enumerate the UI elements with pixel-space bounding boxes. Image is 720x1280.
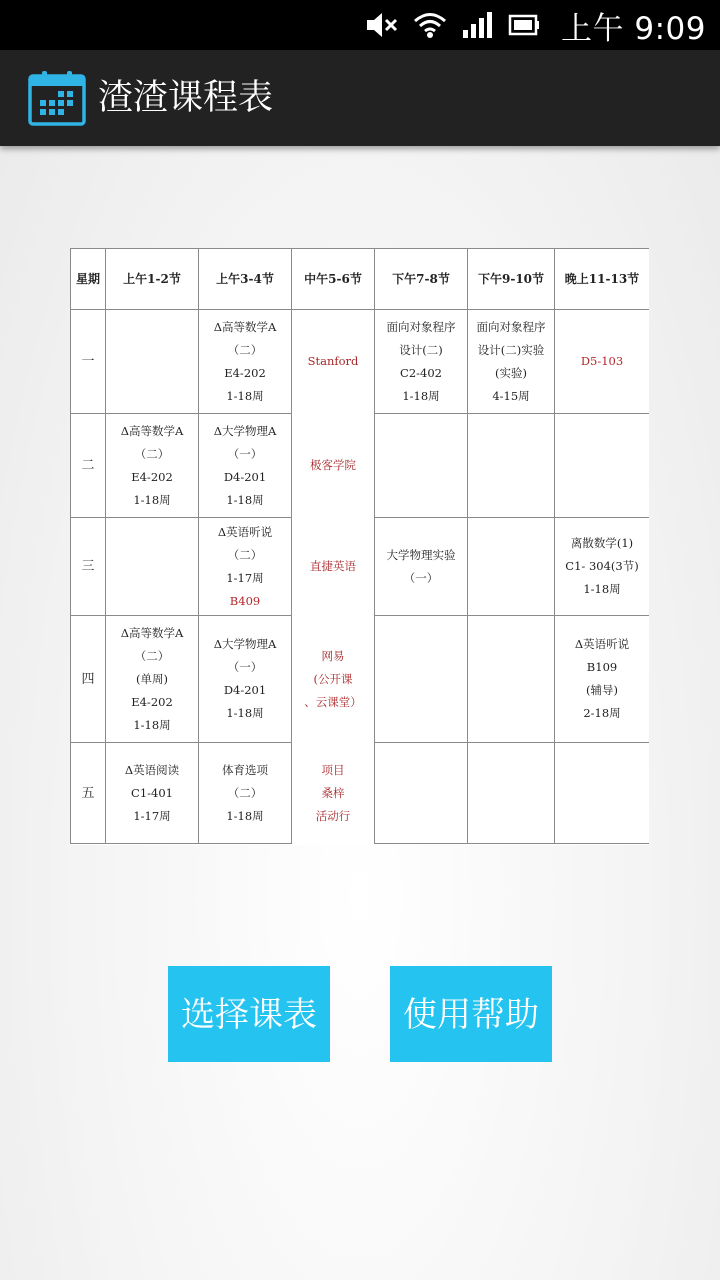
cell-line: 1-18周 — [133, 492, 171, 507]
cell-line: E4-202 — [224, 365, 266, 380]
cell-line: （一） — [227, 660, 263, 674]
cell-line: (实验) — [495, 365, 527, 380]
schedule-cell — [106, 743, 199, 844]
schedule-cell — [292, 616, 375, 743]
schedule-cell — [199, 616, 292, 743]
cell-line: （二） — [134, 648, 170, 663]
header-cell: 晚上11-13节 — [555, 249, 650, 310]
cell-line: 直捷英语 — [310, 559, 356, 573]
cell-line: Δ大学物理A — [213, 637, 277, 651]
schedule-cell — [555, 616, 650, 743]
schedule-cell — [468, 414, 555, 518]
header-cell: 下午7-8节 — [375, 249, 468, 310]
schedule-cell — [292, 414, 375, 518]
schedule-cell — [468, 616, 555, 743]
cell-line: 设计(二) — [399, 342, 443, 357]
table-row — [71, 518, 650, 616]
wifi-icon — [413, 10, 447, 40]
cell-line: 网易 — [321, 648, 345, 663]
status-time: 上午 9:09 — [561, 10, 706, 47]
table-row — [71, 414, 650, 518]
cell-line: 1-18周 — [226, 388, 264, 403]
cell-line: B409 — [229, 593, 261, 608]
cell-line: 极客学院 — [310, 458, 356, 472]
cell-line: Δ英语听说 — [574, 637, 630, 651]
schedule-cell — [468, 743, 555, 844]
schedule-cell — [555, 414, 650, 518]
table-row — [71, 743, 650, 844]
schedule-cell — [375, 414, 468, 518]
cell-line: 2-18周 — [583, 706, 621, 720]
schedule-cell — [106, 616, 199, 743]
cell-line: 1-18周 — [226, 706, 264, 720]
schedule-cell — [199, 743, 292, 844]
calendar-icon[interactable] — [28, 70, 86, 126]
schedule-cell — [375, 310, 468, 414]
schedule-cell — [199, 518, 292, 616]
cell-line: Δ高等数学A — [120, 423, 184, 438]
cell-line: 1-18周 — [402, 388, 440, 403]
cell-line: C2-402 — [400, 365, 442, 380]
help-button[interactable]: 使用帮助 — [390, 966, 552, 1062]
cell-line: B109 — [586, 660, 618, 674]
schedule-cell — [555, 518, 650, 616]
cell-line: E4-202 — [131, 469, 173, 484]
cell-line: （一） — [227, 446, 263, 461]
cell-line: 离散数学(1) — [570, 536, 634, 550]
cell-line: 4-15周 — [492, 388, 530, 403]
select-schedule-button[interactable]: 选择课表 — [168, 966, 330, 1062]
cell-line: (辅导) — [586, 683, 618, 697]
cell-line: 桑梓 — [321, 785, 345, 800]
cell-line: 项目 — [321, 762, 345, 777]
cell-line: D4-201 — [223, 469, 267, 484]
schedule-cell — [292, 743, 375, 844]
cell-line: Δ高等数学A — [120, 625, 184, 640]
app-title: 渣渣课程表 — [98, 78, 274, 118]
schedule-table — [70, 248, 649, 844]
cell-line: 1-18周 — [226, 492, 264, 507]
cell-line: 1-18周 — [133, 717, 171, 732]
table-row — [71, 616, 650, 743]
day-cell: 四 — [71, 616, 106, 743]
schedule-cell — [375, 518, 468, 616]
cell-line: 1-17周 — [226, 570, 264, 585]
schedule-cell — [555, 743, 650, 844]
schedule-cell — [555, 310, 650, 414]
cell-line: （二） — [227, 547, 263, 562]
cell-line: Δ高等数学A — [213, 319, 277, 334]
cell-line: (公开课 — [313, 671, 353, 686]
schedule-cell — [468, 310, 555, 414]
header-cell: 中午5-6节 — [292, 249, 375, 310]
cell-line: 1-18周 — [226, 808, 264, 823]
cell-line: Δ英语听说 — [217, 524, 273, 539]
cell-line: Stanford — [307, 354, 359, 369]
action-bar — [0, 50, 720, 146]
cell-line: D5-103 — [580, 354, 624, 368]
battery-icon — [507, 10, 541, 40]
day-cell: 二 — [71, 414, 106, 518]
mute-icon — [365, 10, 399, 40]
day-cell: 三 — [71, 518, 106, 616]
status-bar — [0, 0, 720, 50]
cell-line: 面向对象程序 — [476, 319, 546, 334]
cell-line: C1- 304(3节) — [565, 559, 639, 573]
schedule-cell — [468, 518, 555, 616]
cell-line: Δ大学物理A — [213, 423, 277, 438]
header-cell: 上午1-2节 — [106, 249, 199, 310]
schedule-cell — [106, 414, 199, 518]
cell-line: （二） — [134, 446, 170, 461]
cell-line: Δ英语阅读 — [124, 762, 180, 777]
cell-line: 设计(二)实验 — [477, 342, 545, 357]
status-icons — [365, 0, 706, 50]
cell-line: （二） — [227, 785, 263, 800]
schedule-cell — [199, 414, 292, 518]
cell-line: （二） — [227, 342, 263, 357]
cell-line: 1-18周 — [583, 582, 621, 596]
signal-icon — [461, 10, 493, 40]
schedule-cell — [292, 518, 375, 616]
schedule-image — [70, 248, 649, 845]
schedule-cell — [375, 743, 468, 844]
header-cell: 下午9-10节 — [468, 249, 555, 310]
cell-line: (单周) — [136, 671, 168, 686]
cell-line: 面向对象程序 — [386, 319, 456, 334]
table-row — [71, 310, 650, 414]
header-cell: 星期 — [71, 249, 106, 310]
cell-line: 体育选项 — [222, 762, 268, 777]
cell-line: E4-202 — [131, 694, 173, 709]
cell-line: D4-201 — [223, 683, 267, 697]
schedule-cell — [106, 310, 199, 414]
day-cell: 五 — [71, 743, 106, 844]
day-cell: 一 — [71, 310, 106, 414]
schedule-cell — [199, 310, 292, 414]
schedule-cell — [106, 518, 199, 616]
cell-line: 1-17周 — [133, 808, 171, 823]
schedule-cell — [292, 310, 375, 414]
schedule-cell — [375, 616, 468, 743]
cell-line: 活动行 — [315, 808, 351, 823]
header-cell: 上午3-4节 — [199, 249, 292, 310]
header-row — [71, 249, 650, 310]
cell-line: （一） — [403, 570, 439, 585]
cell-line: 大学物理实验 — [386, 547, 456, 562]
cell-line: 、云课堂） — [304, 694, 362, 709]
cell-line: C1-401 — [131, 785, 173, 800]
